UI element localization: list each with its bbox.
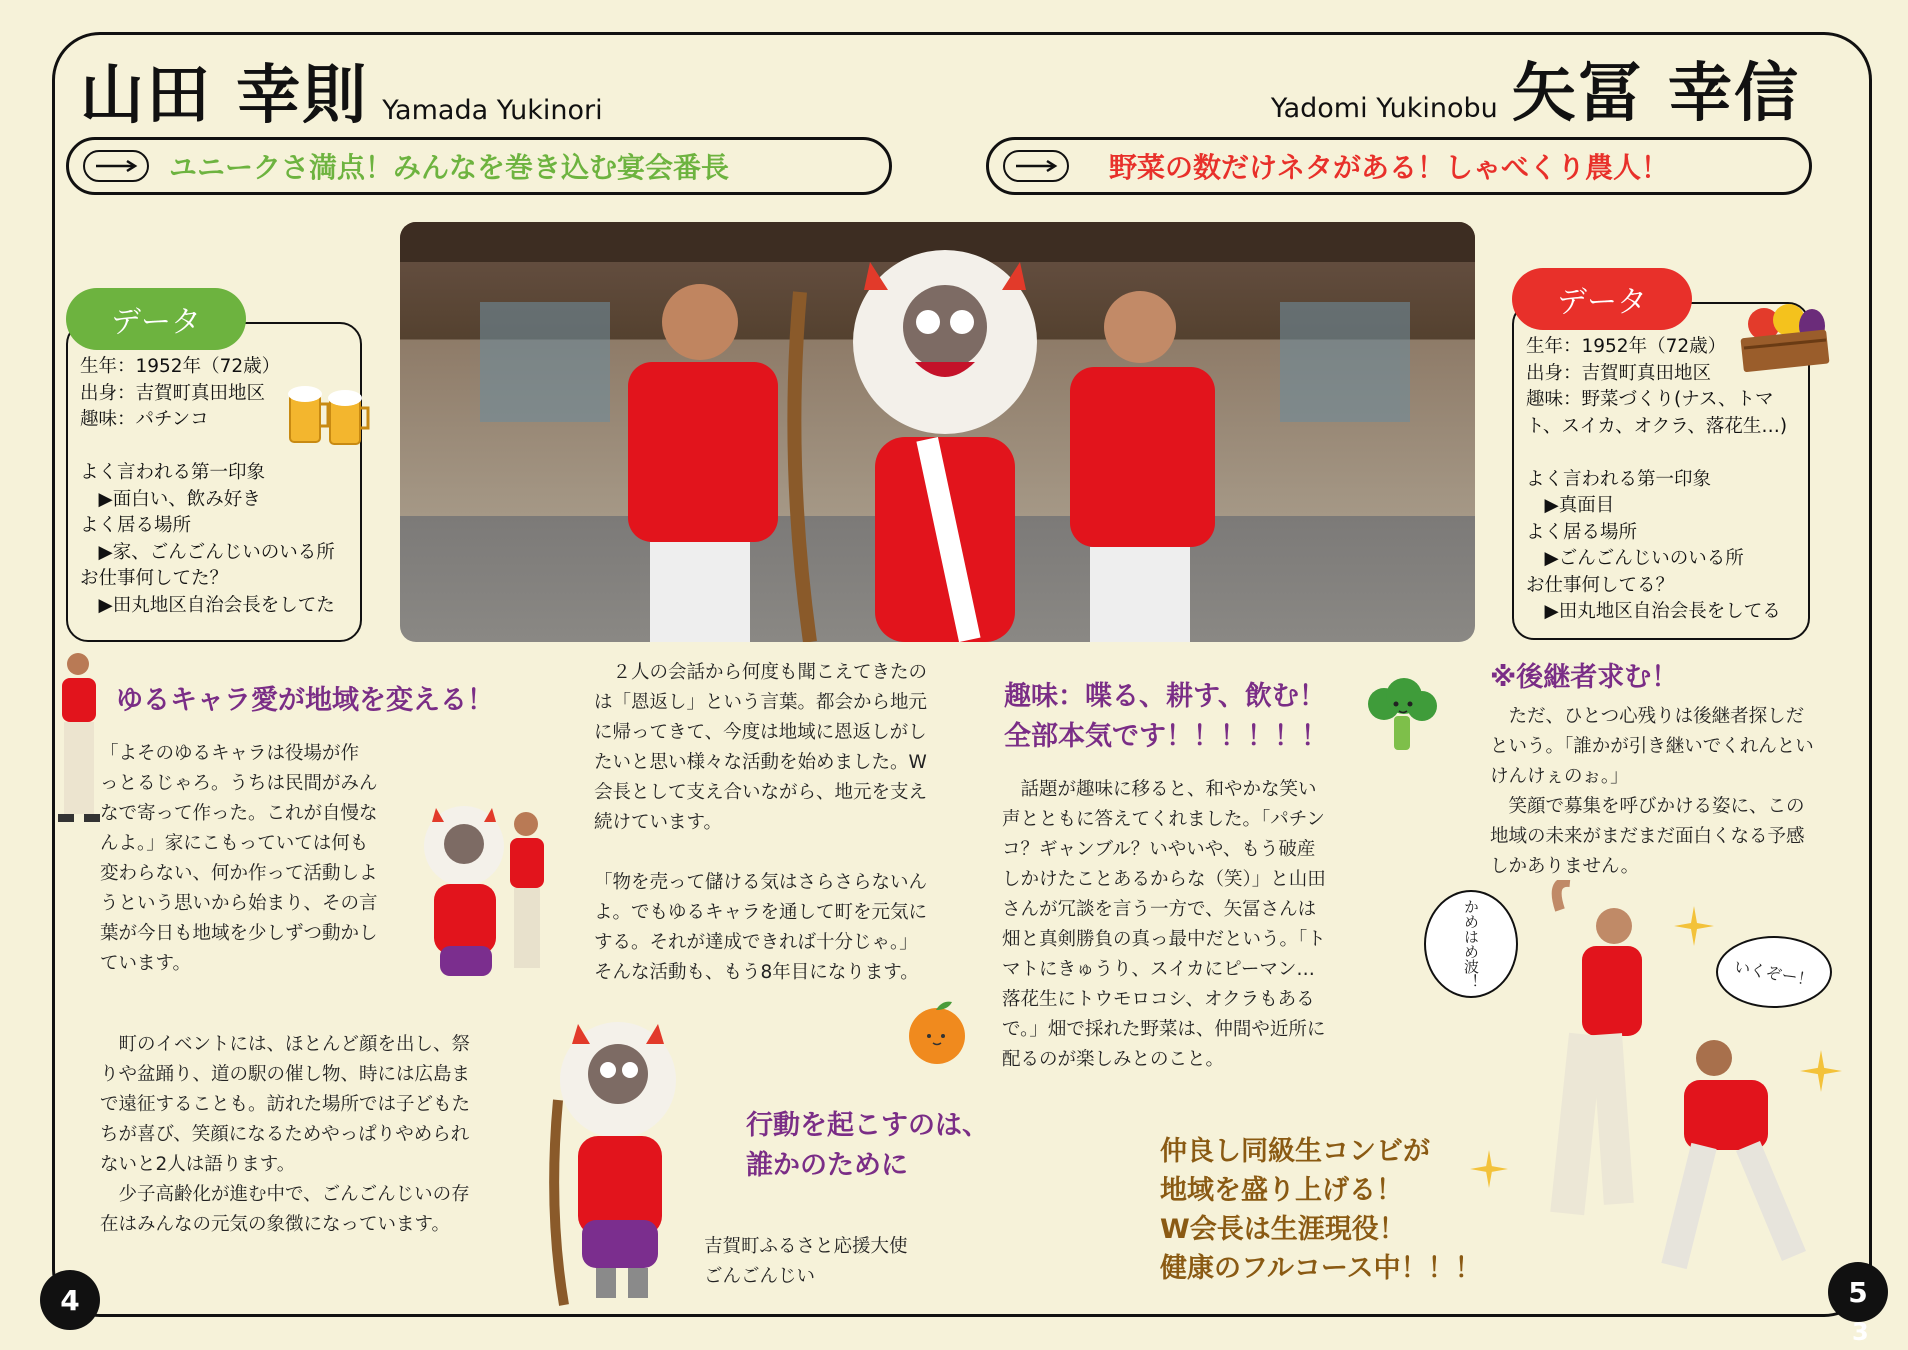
sparkle-icon	[1470, 1150, 1508, 1188]
speech-bubble-kamehameha	[1424, 890, 1518, 998]
bubble2-text: いくぞー！	[1732, 956, 1815, 990]
left-name-block	[80, 59, 603, 133]
right-name-jp: 矢冨 幸信	[1511, 57, 1800, 131]
arrow-right-icon	[83, 150, 149, 182]
data-line: ▶真面目	[1526, 495, 1615, 516]
bubble1-text: かめはめ波！	[1462, 899, 1480, 989]
left-name-jp: 山田 幸則	[80, 59, 369, 133]
beer-mugs-icon	[284, 380, 372, 450]
section2-heading: 趣味：喋る、耕す、飲む！ 全部本気です！！！！！！	[1004, 681, 1328, 752]
vegetable-crate-icon	[1734, 296, 1834, 380]
speech-bubble-ikuzo	[1716, 936, 1832, 1008]
data-line: お仕事何してる？	[1526, 574, 1675, 596]
data-line: 出身：吉賀町真田地区	[80, 382, 266, 404]
section2-body: 話題が趣味に移ると、和やかな笑い 声とともに答えてくれました。「パチン コ？ギャンブル？いやいや、もう破産 しかけたことあるからな（笑）」と山田 さんが冗談を言う一方で、矢冨さんは 畑と真剣勝負の真っ最中だという。「ト マトにきゅうり、スイカにピーマン… 落花生にトウモロコシ、オクラもある で。」畑で採れた野菜は、仲間や近所に 配るのが楽しみとのこと。	[1002, 779, 1326, 1070]
data-line: 趣味：パチンコ	[80, 409, 209, 430]
mascot-caption: 吉賀町ふるさと応援大使 ごんごんじい	[704, 1236, 908, 1287]
left-tagline-text: ユニークさ満点！みんなを巻き込む宴会番長	[169, 151, 730, 184]
data-line: ▶ごんごんじいのいる所	[1526, 548, 1744, 569]
page-number-right: 5	[1828, 1262, 1888, 1322]
data-line: よく居る場所	[80, 515, 192, 536]
section3-body: ただ、ひとつ心残りは後継者探しだ という。「誰かが引き継いでくれんとい けんけぇのぉ。」 笑顔で募集を呼びかける姿に、この 地域の未来がまだまだ面白くなる予感 しかありません。	[1490, 706, 1814, 877]
group-photo	[400, 222, 1475, 642]
sparkle-icon	[1800, 1050, 1842, 1092]
broccoli-icon	[1362, 674, 1442, 752]
data-line	[1526, 440, 1798, 467]
section1-body: 「よそのゆるキャラは役場が作 っとるじゃろ。うちは民間がみん なで寄って作った。これが自慢な んよ。」家にこもっていては何も 変わらない、何か作って活動しよ うという思いから始まり、その言 葉が今日も地域を少しずつ動かし ています。	[100, 743, 378, 974]
left-data-label: データ	[66, 288, 246, 350]
mascot-and-man-photo	[414, 796, 556, 986]
data-line: ト、スイカ、オクラ、落花生…)	[1526, 415, 1788, 437]
section1-heading: ゆるキャラ愛が地域を変える！	[116, 685, 494, 716]
data-line: お仕事何してた？	[80, 568, 229, 589]
yamada-dancing-figure	[1644, 1036, 1824, 1286]
gongonjii-mascot-figure	[536, 1010, 696, 1310]
right-name-block	[1270, 57, 1800, 131]
yamada-standing-figure	[48, 650, 104, 830]
right-data-label: データ	[1512, 268, 1692, 330]
data-line: ▶田丸地区自治会長をしてた	[80, 594, 335, 616]
closing-message: 仲良し同級生コンビが 地域を盛り上げる！ W会長は生涯現役！ 健康のフルコース中！！！	[1160, 1136, 1482, 1284]
arrow-right-icon	[1003, 150, 1069, 182]
data-line: ▶田丸地区自治会長をしてる	[1526, 601, 1781, 622]
page-number-right-sub: 3	[1852, 1318, 1869, 1346]
data-line: 出身：吉賀町真田地区	[1526, 362, 1712, 384]
right-tagline	[986, 137, 1812, 195]
data-line: 生年：1952年（72歳）	[1526, 336, 1727, 357]
section3-heading: ※後継者求む！	[1490, 662, 1679, 693]
data-line: 生年：1952年（72歳）	[80, 356, 281, 377]
sparkle-icon	[1674, 906, 1714, 946]
page-number-left: 4	[40, 1270, 100, 1330]
data-line: 趣味：野菜づくり(ナス、トマ	[1526, 389, 1774, 410]
center-body: ２人の会話から何度も聞こえてきたの は「恩返し」という言葉。都会から地元 に帰ってきて、今度は地域に恩返しがし たいと思い様々な活動を始めました。W 会長として支え合いながら、地元を支え 続けています。 「物を売って儲ける気はさらさらないん よ。でもゆるキャラを通して町を元気に する。それが達成できれば十分じゃ。」 そんな活動も、もう8年目になります。	[594, 662, 928, 983]
data-line: よく居る場所	[1526, 521, 1638, 543]
left-name-en: Yamada Yukinori	[382, 95, 603, 126]
left-tagline	[66, 137, 892, 195]
action-heading: 行動を起こすのは、 誰かのために	[746, 1110, 989, 1181]
section1-body2: 町のイベントには、ほとんど顔を出し、祭 りや盆踊り、道の駅の催し物、時には広島ま で遠征することも。訪れた場所では子どもた ちが喜び、笑顔になるためやっぱりやめられ ないと2人は語ります。 少子高齢化が進む中で、ごんごんじいの存 在はみんなの元気の象徴になっています。	[100, 1034, 471, 1235]
data-line: ▶面白い、飲み好き	[80, 488, 261, 510]
data-line: よく言われる第一印象	[1526, 468, 1712, 490]
data-line: ▶家、ごんごんじいのいる所	[80, 541, 335, 563]
right-name-en: Yadomi Yukinobu	[1270, 93, 1498, 124]
right-tagline-text: 野菜の数だけネタがある！しゃべくり農人！	[1109, 151, 1670, 184]
left-data-box	[66, 322, 362, 642]
orange-fruit-icon	[906, 996, 968, 1066]
data-line: よく言われる第一印象	[80, 462, 266, 483]
